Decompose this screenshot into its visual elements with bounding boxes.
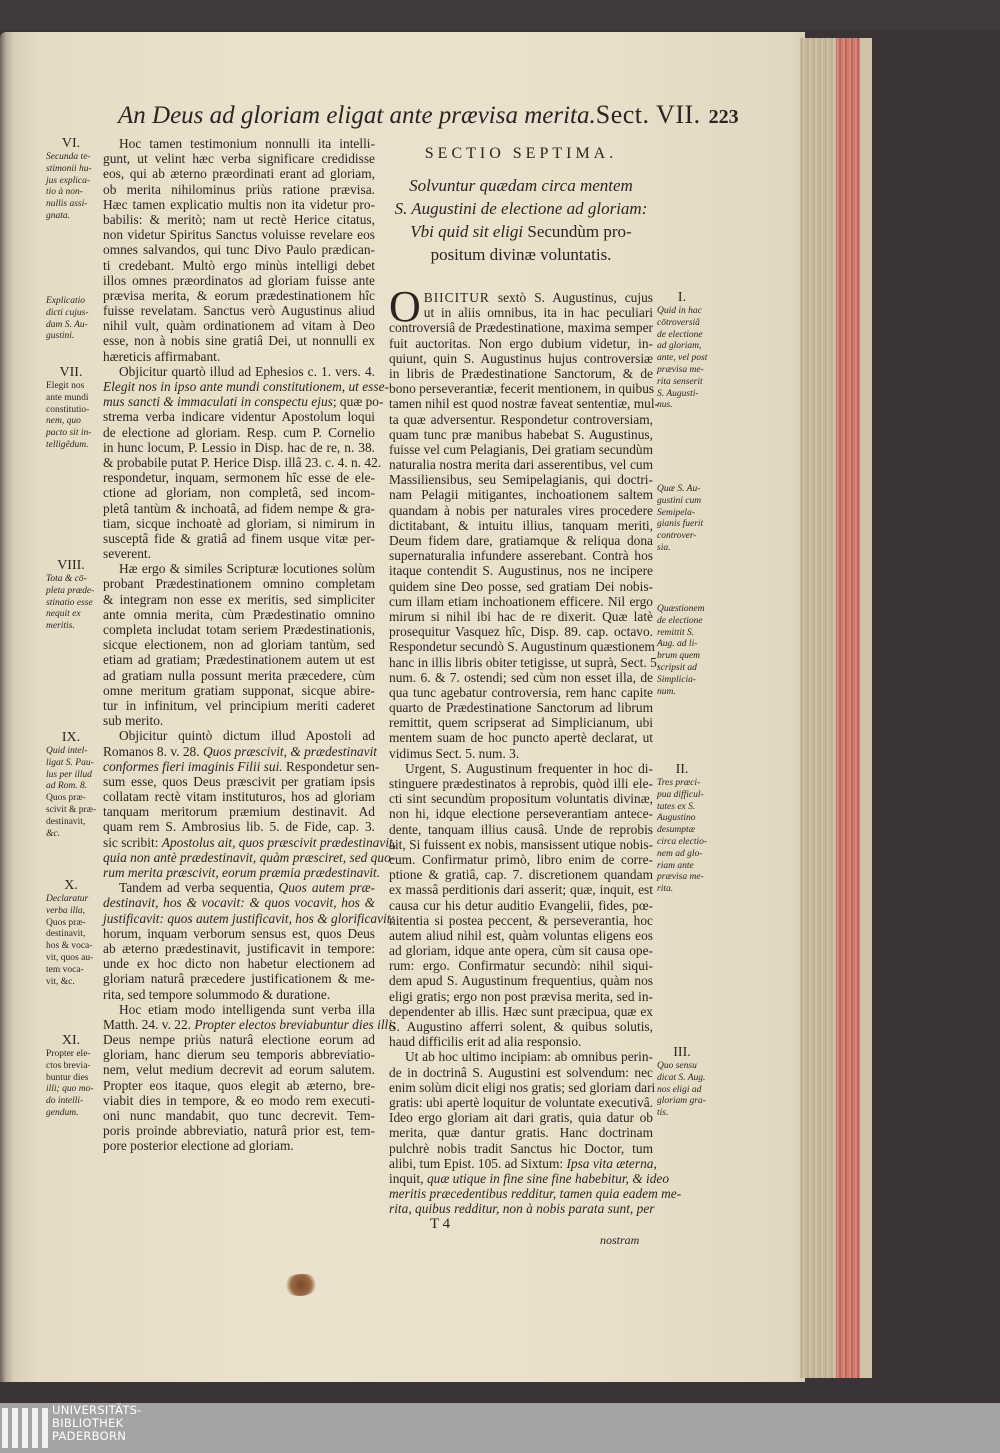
note-line: destinavit, bbox=[46, 816, 86, 827]
text-line bbox=[103, 1016, 397, 1032]
text-segment: alibi, tum Epist. 105. ad Sixtum: bbox=[389, 1155, 567, 1171]
note-line: stimonii hu- bbox=[46, 163, 92, 174]
note-line: illi; quo mo- bbox=[46, 1084, 94, 1095]
drop-cap: O bbox=[389, 282, 421, 331]
note-number: X. bbox=[64, 878, 78, 893]
note-line: rita. bbox=[657, 884, 674, 895]
text-line: ante omnia merita, cùm Prædestinatio omnino bbox=[103, 606, 375, 622]
note-line: destinavit, bbox=[46, 929, 86, 940]
text-line bbox=[389, 290, 653, 305]
note-line: dicti cujus- bbox=[46, 307, 89, 318]
text-line: pletâ tantùm & inchoatâ, ad fidem nempe & gra- bbox=[103, 500, 375, 516]
text-line bbox=[103, 865, 381, 880]
text-line bbox=[103, 379, 390, 394]
margin-note bbox=[657, 1045, 719, 1120]
text-line: rum: ergo. Confirmatur secundò: nihil siqui- bbox=[389, 958, 653, 974]
text-line: ex massâ perditionis dari asserit; quæ, inquit, est bbox=[389, 882, 653, 898]
text-segment: S. Augustini de electione ad gloriam: bbox=[394, 199, 648, 218]
text-line: Ideo ergo gloriam ait dari gratis, quia datur ob bbox=[389, 1110, 653, 1126]
note-line: Quo sensu bbox=[657, 1061, 697, 1071]
text-line: ti credebant. Multò ergo minùs intelligi debet bbox=[103, 257, 375, 273]
note-line: Secunda te- bbox=[46, 152, 91, 162]
note-line: vit, quos au- bbox=[46, 952, 94, 963]
logo-line: PADERBORN bbox=[52, 1429, 127, 1443]
text-line: quiunt, quin S. Augustinus hujus controversiæ bbox=[389, 350, 653, 366]
text-line: omne meritum gratiam supponat, sicque abire- bbox=[103, 682, 375, 698]
note-number: VI. bbox=[61, 136, 81, 151]
note-line: dicat S. Aug. bbox=[657, 1072, 706, 1083]
note-number: I. bbox=[677, 290, 687, 305]
text-line: ad gratiam nulla possunt merita præcedere, cùm bbox=[103, 667, 375, 683]
text-line: ob merita nihilominus priùs ratione prævisa. bbox=[103, 181, 375, 197]
text-line: eligi gratis; ergo non post prævisa merita, sed in- bbox=[389, 988, 653, 1004]
text-segment: justificavit: quos autem justificavit, hos & glorificavit: bbox=[103, 910, 395, 926]
text-line bbox=[103, 910, 395, 926]
note-line: nullis assi- bbox=[46, 199, 88, 210]
note-line: S. Augusti- bbox=[657, 388, 699, 399]
text-line: hanc in illis libris obiter tetigisse, ut suprà, Sect. 5. bbox=[389, 654, 661, 670]
text-line: vidimus Sect. 5. num. 3. bbox=[389, 745, 520, 761]
text-line: quarto de Prædestinatione Sanctorum ad librum bbox=[389, 700, 653, 716]
text-segment: mus sancti & immaculati in conspectu ejus bbox=[103, 394, 333, 410]
text-segment: rum merita præscivit, eorum præmia prædestinavit. bbox=[103, 865, 381, 880]
text-line: Massiliensibus, seu Semipelagianis, qui doctri- bbox=[389, 472, 653, 488]
text-segment: Vbi quid sit eligi bbox=[410, 222, 528, 241]
note-line: riam ante bbox=[657, 860, 694, 871]
text-line: num. 6. & 7. ostendi; sed cùm non esset illa, de bbox=[389, 669, 653, 685]
subtitle-line bbox=[389, 243, 653, 266]
text-segment: Elegit nos in ipso ante mundi constitutionem, ut esse- bbox=[103, 379, 390, 394]
note-line: scivit & præ- bbox=[46, 804, 97, 815]
catchword: nostram bbox=[600, 1233, 640, 1247]
note-line: remittit S. bbox=[657, 627, 695, 638]
text-segment: destinavit, hos & vocavit: & quos vocavit, hos & bbox=[103, 895, 375, 911]
text-line: cum illam etiam inchoationem efficere. Nil ergo bbox=[389, 593, 653, 609]
section-title: SECTIO SEPTIMA. bbox=[424, 145, 618, 162]
text-line: Respondetur secundò S. Augustinum quæstionem bbox=[389, 639, 655, 655]
note-line: ante mundi bbox=[46, 392, 89, 403]
text-line: severent. bbox=[103, 546, 151, 562]
text-segment: Quos præscivit, & prædestinavit bbox=[202, 743, 378, 759]
note-line: Declaratur bbox=[46, 894, 89, 904]
text-line: Objicitur quartò illud ad Ephesios c. 1. vers. 4. bbox=[119, 363, 375, 379]
text-line: pulchrè nobis tradit Sanctus hic Doctor, tum bbox=[389, 1140, 653, 1156]
text-line: mirum si nihil ibi hac de re dixerit. Quæ latè bbox=[389, 608, 653, 624]
subtitle-line bbox=[389, 174, 653, 197]
note-line: ante, vel post bbox=[657, 353, 708, 364]
text-segment: quia non antè prædestinavit, quàm præsciret, sed quo- bbox=[103, 849, 396, 865]
text-segment: sic scribit: bbox=[103, 834, 162, 850]
margin-note bbox=[46, 296, 108, 343]
running-title: An Deus ad gloriam eligat ante prævisa merita. bbox=[118, 102, 596, 129]
text-line: de in doctrinâ S. Augustini est solvendum: nec bbox=[389, 1064, 653, 1080]
text-line: nihil vult, quàm ordinationem ad vitam à Deo bbox=[103, 318, 375, 334]
note-line: gendum. bbox=[46, 1107, 79, 1118]
text-line: supernaturalia infundere asserebant. Contrà hos bbox=[389, 548, 653, 564]
note-line: pleta præde- bbox=[46, 585, 95, 596]
text-line: Ut ab hoc ultimo incipiam: ab omnibus perin- bbox=[405, 1049, 653, 1065]
text-segment: rita, quibus redditur, non à nobis parata sunt, per bbox=[389, 1201, 655, 1217]
text-line: fuisse vel cum Pelagianis, Dei gratiam secundùm bbox=[389, 441, 653, 457]
note-line: stinatio esse bbox=[46, 597, 93, 608]
note-number: VIII. bbox=[57, 558, 85, 573]
text-line: de electione ad gloriam. Resp. cum P. Cornelio bbox=[103, 424, 375, 440]
logo-line: BIBLIOTHEK bbox=[52, 1416, 124, 1430]
text-segment: conformes fieri imaginis Filii sui. bbox=[103, 758, 283, 774]
signature-mark: T 4 bbox=[430, 1216, 451, 1232]
note-number: VII. bbox=[59, 365, 83, 380]
text-line: haud difficilis erit ad alia responsio. bbox=[389, 1034, 582, 1050]
note-line: tio à non- bbox=[46, 187, 83, 198]
note-line: Quos præ- bbox=[46, 917, 86, 928]
text-line: etiam ad gratiam; Prædestinationem autem ut est bbox=[103, 652, 375, 668]
text-line: hæreticis affirmabant. bbox=[103, 348, 221, 364]
text-line: stinguere prædestinatos à reprobis, quòd illi ele- bbox=[389, 776, 653, 791]
text-segment: meritis præcedentibus redditur, tamen quia eadem me- bbox=[389, 1186, 682, 1202]
text-line bbox=[103, 880, 375, 895]
text-line: sicque electionem, non ad gloriam tantùm, sed bbox=[103, 637, 375, 653]
note-line: pacto sit in- bbox=[46, 428, 92, 439]
text-line: quidem sine Deo posse, sed gratiam Dei nobis- bbox=[389, 578, 653, 594]
text-line: remittit, quem scripserat ad Simplicianum, ubi bbox=[389, 715, 653, 731]
text-line: ctione ad gloriam, non completâ, sed incom- bbox=[103, 485, 375, 501]
text-line: dependenter ab illis. Hæc sunt præcipua, quæ ex bbox=[389, 1003, 653, 1019]
text-line: fuisse revelatam. Sanctus verò Augustinus aliud bbox=[103, 303, 375, 319]
library-logo-text bbox=[52, 1404, 142, 1443]
text-line: dictitabant, & intuitu illius, tanquam meriti, bbox=[389, 517, 653, 533]
text-line: dente, tanquam illius causâ. Unde de reprobis bbox=[389, 821, 653, 837]
text-line: fuit auctoritas. Non ergo dubium videtur, in- bbox=[389, 335, 653, 351]
text-line: quam rem S. Ambrosius lib. 5. de Fide, cap. 3. bbox=[103, 819, 375, 835]
note-line: tates ex S. bbox=[657, 801, 696, 812]
text-line: sub merito. bbox=[103, 713, 164, 729]
text-line bbox=[103, 834, 397, 850]
text-segment: BIICITUR bbox=[423, 290, 490, 305]
margin-note bbox=[657, 484, 719, 555]
text-line: gunt, ut velint hæc verba significare credidisse bbox=[103, 151, 375, 167]
text-line bbox=[389, 1155, 657, 1171]
page-number: 223 bbox=[708, 106, 739, 128]
note-line: telligêdum. bbox=[46, 439, 89, 450]
note-line: Quid in hac bbox=[657, 306, 702, 316]
scan-background-top bbox=[0, 0, 1000, 30]
note-line: do intelli- bbox=[46, 1096, 84, 1107]
note-line: prævisa me- bbox=[657, 364, 704, 375]
note-line: de electione bbox=[657, 615, 703, 626]
note-line: gianis fuerit bbox=[657, 519, 704, 530]
note-line: ad Rom. 8. bbox=[46, 781, 88, 792]
note-line: hos & voca- bbox=[46, 941, 93, 952]
note-line: nem, quo bbox=[46, 416, 81, 427]
margin-note bbox=[46, 558, 108, 633]
subtitle-line bbox=[389, 220, 653, 243]
note-line: verba illa, bbox=[46, 905, 86, 916]
note-line: de electione bbox=[657, 329, 703, 340]
note-line: nus. bbox=[657, 400, 673, 411]
text-segment: sextò S. Augustinus, cujus bbox=[489, 290, 653, 305]
text-line: in libris de Prædestinatione Sanctorum, & de bbox=[389, 365, 653, 381]
note-line: Tota & cō- bbox=[46, 574, 87, 584]
note-line: gloriam gra- bbox=[657, 1096, 706, 1107]
note-line: buntur dies bbox=[46, 1072, 89, 1083]
text-line: susceptâ fide & gratiâ ad finem usque vitæ per- bbox=[103, 530, 375, 546]
text-line bbox=[389, 1186, 682, 1202]
text-line: causa cur his detur auditio Evangelii, fides, pœ- bbox=[389, 897, 653, 913]
note-number: IX. bbox=[61, 730, 81, 745]
text-line: gratis: ubi apertè loquitur de voluntate executivâ. bbox=[389, 1094, 653, 1110]
note-line: pua difficul- bbox=[657, 789, 704, 800]
text-line: Hoc tamen testimonium nonnulli ita intelli- bbox=[119, 136, 375, 151]
text-line: quam tunc præ manibus habebat S. Augustinus, bbox=[389, 426, 653, 442]
text-line: qua tunc agebatur controversia, rem hanc capite bbox=[389, 684, 653, 700]
text-segment: Respondetur sen- bbox=[282, 758, 380, 774]
section-subtitle bbox=[389, 174, 653, 266]
note-line: nos eligi ad bbox=[657, 1084, 702, 1095]
note-number: III. bbox=[673, 1045, 691, 1060]
text-line: ab æterno prædestinavit, justificavit in tempore: bbox=[103, 940, 375, 956]
text-line: poris proinde abbreviatio, naturâ prior est, tem- bbox=[103, 1123, 375, 1139]
margin-note bbox=[657, 604, 719, 698]
note-number: XI. bbox=[61, 1033, 81, 1048]
text-line: eos, qui ab æterno præordinati erant ad gloriam, bbox=[103, 166, 375, 182]
text-segment: Secundùm pro- bbox=[527, 222, 632, 241]
text-line: cum. Confirmatur primò, libro enim de corre- bbox=[389, 851, 653, 867]
text-line: Hæc tamen explicatio multis non ita videtur pro- bbox=[103, 196, 375, 212]
note-line: Quæ S. Au- bbox=[657, 484, 701, 494]
text-line: ait, Si fuissent ex nobis, mansissent utique nobis- bbox=[389, 836, 653, 852]
text-line: oni nunc mandabit, quo tunc decrevit. Tem- bbox=[103, 1108, 375, 1123]
note-line: Elegit nos bbox=[46, 381, 85, 391]
section-label: Sect. VII. bbox=[595, 100, 701, 129]
note-line: ctos brevia- bbox=[46, 1060, 91, 1071]
text-line bbox=[103, 895, 375, 910]
note-line: gustini. bbox=[46, 331, 75, 342]
text-line: prævisa merita, & eorum prædestinationem hîc bbox=[103, 287, 375, 303]
note-line: Semipela- bbox=[657, 507, 695, 518]
text-line: omnes salvandos, qui tunc Divo Paulo prædican- bbox=[103, 242, 375, 258]
margin-note bbox=[46, 365, 108, 452]
note-line: Aug. ad li- bbox=[657, 639, 698, 650]
text-line: ta quæ adversentur. Respondetur controversiam, bbox=[389, 411, 653, 427]
text-line: respondetur, inquam, sermonem hîc esse de ele- bbox=[103, 470, 375, 486]
subtitle-line bbox=[389, 197, 653, 220]
text-line: in hunc locum, P. Lessio in Disp. hac de re, n. 38. bbox=[103, 439, 375, 455]
text-line: quandam à nobis per naturales vires procedere bbox=[389, 502, 653, 518]
note-line: tis. bbox=[657, 1108, 669, 1119]
text-line bbox=[103, 743, 378, 759]
note-line: meritis. bbox=[46, 621, 75, 632]
text-segment: inquit, bbox=[389, 1170, 427, 1186]
note-line: num. bbox=[657, 686, 676, 697]
text-line bbox=[389, 1201, 653, 1216]
note-line: ligat S. Pau- bbox=[46, 757, 94, 768]
text-line: illos omnes præordinatos ad gloriam fuisse ante bbox=[103, 272, 375, 288]
note-line: brum quem bbox=[657, 651, 701, 662]
text-line: non hi, idque electione perseverantiam antece- bbox=[389, 806, 653, 822]
note-number: II. bbox=[675, 762, 689, 777]
text-line bbox=[103, 849, 396, 865]
note-line: Quid intel- bbox=[46, 746, 88, 756]
note-line: prævisa me- bbox=[657, 872, 704, 883]
text-line: nitentia si postea peccent, & perseverantia, hoc bbox=[389, 912, 653, 928]
text-line: gloriam naturâ præcedere justificationem & me- bbox=[103, 971, 375, 987]
text-line: naturalia nostra merita dari asserentibus, vel cum bbox=[389, 457, 653, 473]
text-segment: Solvuntur quædam circa mentem bbox=[409, 176, 633, 195]
note-line: Augustino bbox=[657, 813, 696, 824]
margin-note bbox=[46, 1033, 108, 1120]
text-line: ut in aliis omnibus, ita in hac peculiari bbox=[423, 305, 653, 321]
text-line: dem apud S. Augustinum frequentius, quàm nos bbox=[389, 973, 653, 989]
note-line: dam S. Au- bbox=[46, 319, 88, 330]
text-line: sum esse, quos Deus præscivit per gratiam ipsis bbox=[103, 773, 375, 789]
left-text-column bbox=[103, 136, 397, 1154]
text-line: controversiâ de Prædestinatione, maxima semper bbox=[389, 320, 653, 336]
text-segment: Matth. 24. v. 22. bbox=[103, 1016, 195, 1032]
note-line: Explicatio bbox=[46, 296, 86, 306]
text-line: nem, velut medium decrevit ad eorum salutem. bbox=[103, 1062, 375, 1078]
note-line: jus explica- bbox=[46, 175, 91, 186]
text-segment: ; quæ po- bbox=[332, 394, 384, 410]
text-line: itaque contendit S. Augustinus, nos ne incipere bbox=[389, 563, 653, 579]
margin-note bbox=[46, 730, 108, 840]
text-line bbox=[103, 758, 380, 774]
note-line: gnata. bbox=[46, 210, 71, 221]
text-line: prosequitur Vasquez hîc, Disp. 89. cap. octavo. bbox=[389, 624, 653, 640]
page-edges bbox=[800, 38, 872, 1378]
text-segment: Ipsa vita æterna, bbox=[566, 1155, 657, 1171]
note-line: controver- bbox=[657, 531, 697, 542]
text-line bbox=[389, 1170, 670, 1186]
text-line: ad gloriam, idque ante opera, cùm sit causa ope- bbox=[389, 943, 653, 959]
text-segment: positum divinæ voluntatis. bbox=[430, 245, 612, 264]
text-line: Objicitur quintò dictum illud Apostoli ad bbox=[119, 728, 375, 744]
text-line: Hæ ergo & similes Scripturæ locutiones solùm bbox=[119, 561, 375, 577]
text-line: Deus nempe priùs naturâ electione eorum ad bbox=[103, 1032, 375, 1048]
text-line: gloriam, hanc dierum seu temporis abbreviatio- bbox=[103, 1047, 375, 1063]
note-line: lus per illud bbox=[46, 769, 92, 780]
text-line: tamen nihil est quod nostræ faveat sententiæ, mul- bbox=[389, 396, 659, 412]
text-line: & probabile putat P. Herice Disp. illâ 23. c. 4. n. 42. bbox=[103, 454, 382, 470]
text-line: nam Pelagii mitigantes, inchoationem saltem bbox=[389, 487, 653, 503]
text-segment: Romanos 8. v. 28. bbox=[103, 743, 203, 759]
text-line: cti sint secundùm propositum voluntatis divinæ, bbox=[389, 791, 653, 807]
text-line: merita, quæ dantur gratis. Hanc doctrinam bbox=[389, 1125, 653, 1141]
text-line: esse, non à nobis sine gratiâ Dei, ut nonnulli ex bbox=[103, 333, 375, 349]
text-line bbox=[103, 394, 384, 410]
text-line: S. Augustino afferri solent, & quibus solutis, bbox=[389, 1019, 653, 1034]
text-line: enim solùm dicit eligi nos gratis; sed gloriam dari bbox=[389, 1079, 656, 1095]
text-line: tiam, sicque inchoatè ad gloriam, si nimirum in bbox=[103, 515, 375, 531]
text-line: Hoc etiam modo intelligenda sunt verba illa bbox=[119, 1001, 375, 1017]
note-line: cōtroversiâ bbox=[657, 317, 700, 328]
note-line: tem voca- bbox=[46, 964, 84, 975]
note-line: sia. bbox=[657, 542, 671, 553]
text-line: probant Prædestinationem omnino completam bbox=[103, 576, 375, 592]
note-line: gustini cum bbox=[657, 495, 702, 506]
text-line: non videtur Spiritus Sanctus voluisse revelare eos bbox=[103, 227, 375, 243]
logo-line: UNIVERSITÄTS- bbox=[52, 1403, 142, 1417]
text-segment: Propter electos breviabuntur dies illi: bbox=[194, 1016, 397, 1032]
note-line: circa electio- bbox=[657, 836, 708, 847]
note-line: ad gloriam, bbox=[657, 341, 702, 352]
text-line: babilis: & meritò; nam ut rectè Herice citatus, bbox=[103, 211, 375, 227]
text-line: & integram non esse ex meritis, sed simpliciter bbox=[103, 591, 375, 607]
text-line: Deum fidem dare, gratiamque & reliqua dona bbox=[389, 533, 653, 548]
note-line: scripsit ad bbox=[657, 662, 697, 673]
text-line: strema verba indicare videntur Apostolum loqui bbox=[103, 409, 375, 425]
margin-note bbox=[46, 878, 108, 988]
text-segment: Quos autem præ- bbox=[278, 880, 375, 896]
text-line: collatam rectè vitam instituturos, hos ad gloriam bbox=[103, 789, 375, 805]
running-header bbox=[118, 100, 739, 130]
margin-note bbox=[46, 136, 108, 223]
note-line: &c. bbox=[46, 828, 60, 839]
text-line: mentem suam de hoc puncto apertè declarat, ut bbox=[389, 730, 653, 746]
note-line: constitutio- bbox=[46, 404, 90, 415]
text-line: tanquam meritorum præmium destinavit. Ad bbox=[103, 804, 375, 820]
note-line: Quæstionem bbox=[657, 604, 705, 614]
text-line: rita, sed tempore solummodo & duratione. bbox=[103, 986, 331, 1002]
library-banner bbox=[0, 1403, 1000, 1453]
text-segment: Tandem ad verba sequentia, bbox=[119, 880, 279, 896]
text-line: viabit dies in tempore, & eo modo rem executi- bbox=[103, 1092, 375, 1108]
note-line: nem ad glo- bbox=[657, 848, 703, 859]
note-line: desumptæ bbox=[657, 825, 695, 836]
text-line: pore posterior electione ad gloriam. bbox=[103, 1138, 294, 1154]
note-line: Tres præci- bbox=[657, 778, 701, 788]
margin-note bbox=[657, 290, 719, 412]
margin-note bbox=[657, 762, 719, 896]
text-line: Urgent, S. Augustinum frequenter in hoc di- bbox=[405, 760, 653, 776]
text-line: unde ex hoc dicto non habetur electionem ad bbox=[103, 956, 375, 972]
note-line: Propter ele- bbox=[46, 1049, 91, 1059]
text-line: ptione & gratiâ, cap. 7. discretionem quandam bbox=[389, 867, 653, 883]
note-line: nequit ex bbox=[46, 609, 81, 620]
library-logo-icon bbox=[2, 1408, 48, 1450]
text-segment: quæ utique in fine sine fine habebitur, & ideo bbox=[426, 1170, 670, 1186]
text-line: bono perseverantiæ, fecerit mentionem, in quibus bbox=[389, 381, 655, 397]
note-line: rita senserit bbox=[657, 376, 703, 387]
note-line: vit, &c. bbox=[46, 976, 75, 987]
text-line: autem aliud nihil est, quàm voluntas eligens eos bbox=[389, 927, 653, 943]
text-segment: Apostolus ait, quos præscivit prædestinavit, bbox=[161, 834, 397, 850]
text-line: horum, inquam verborum sensus est, quos Deus bbox=[103, 925, 375, 941]
note-line: Simplicia- bbox=[657, 674, 697, 685]
text-line: completa includat totam seriem Prædestinationis, bbox=[103, 622, 375, 637]
text-line: tur in infinitum, vel principium meriti caderet bbox=[103, 697, 375, 713]
text-line: Propter eos itaque, quos elegit ab æterno, bre- bbox=[103, 1077, 375, 1093]
note-line: Quos præ- bbox=[46, 793, 86, 804]
